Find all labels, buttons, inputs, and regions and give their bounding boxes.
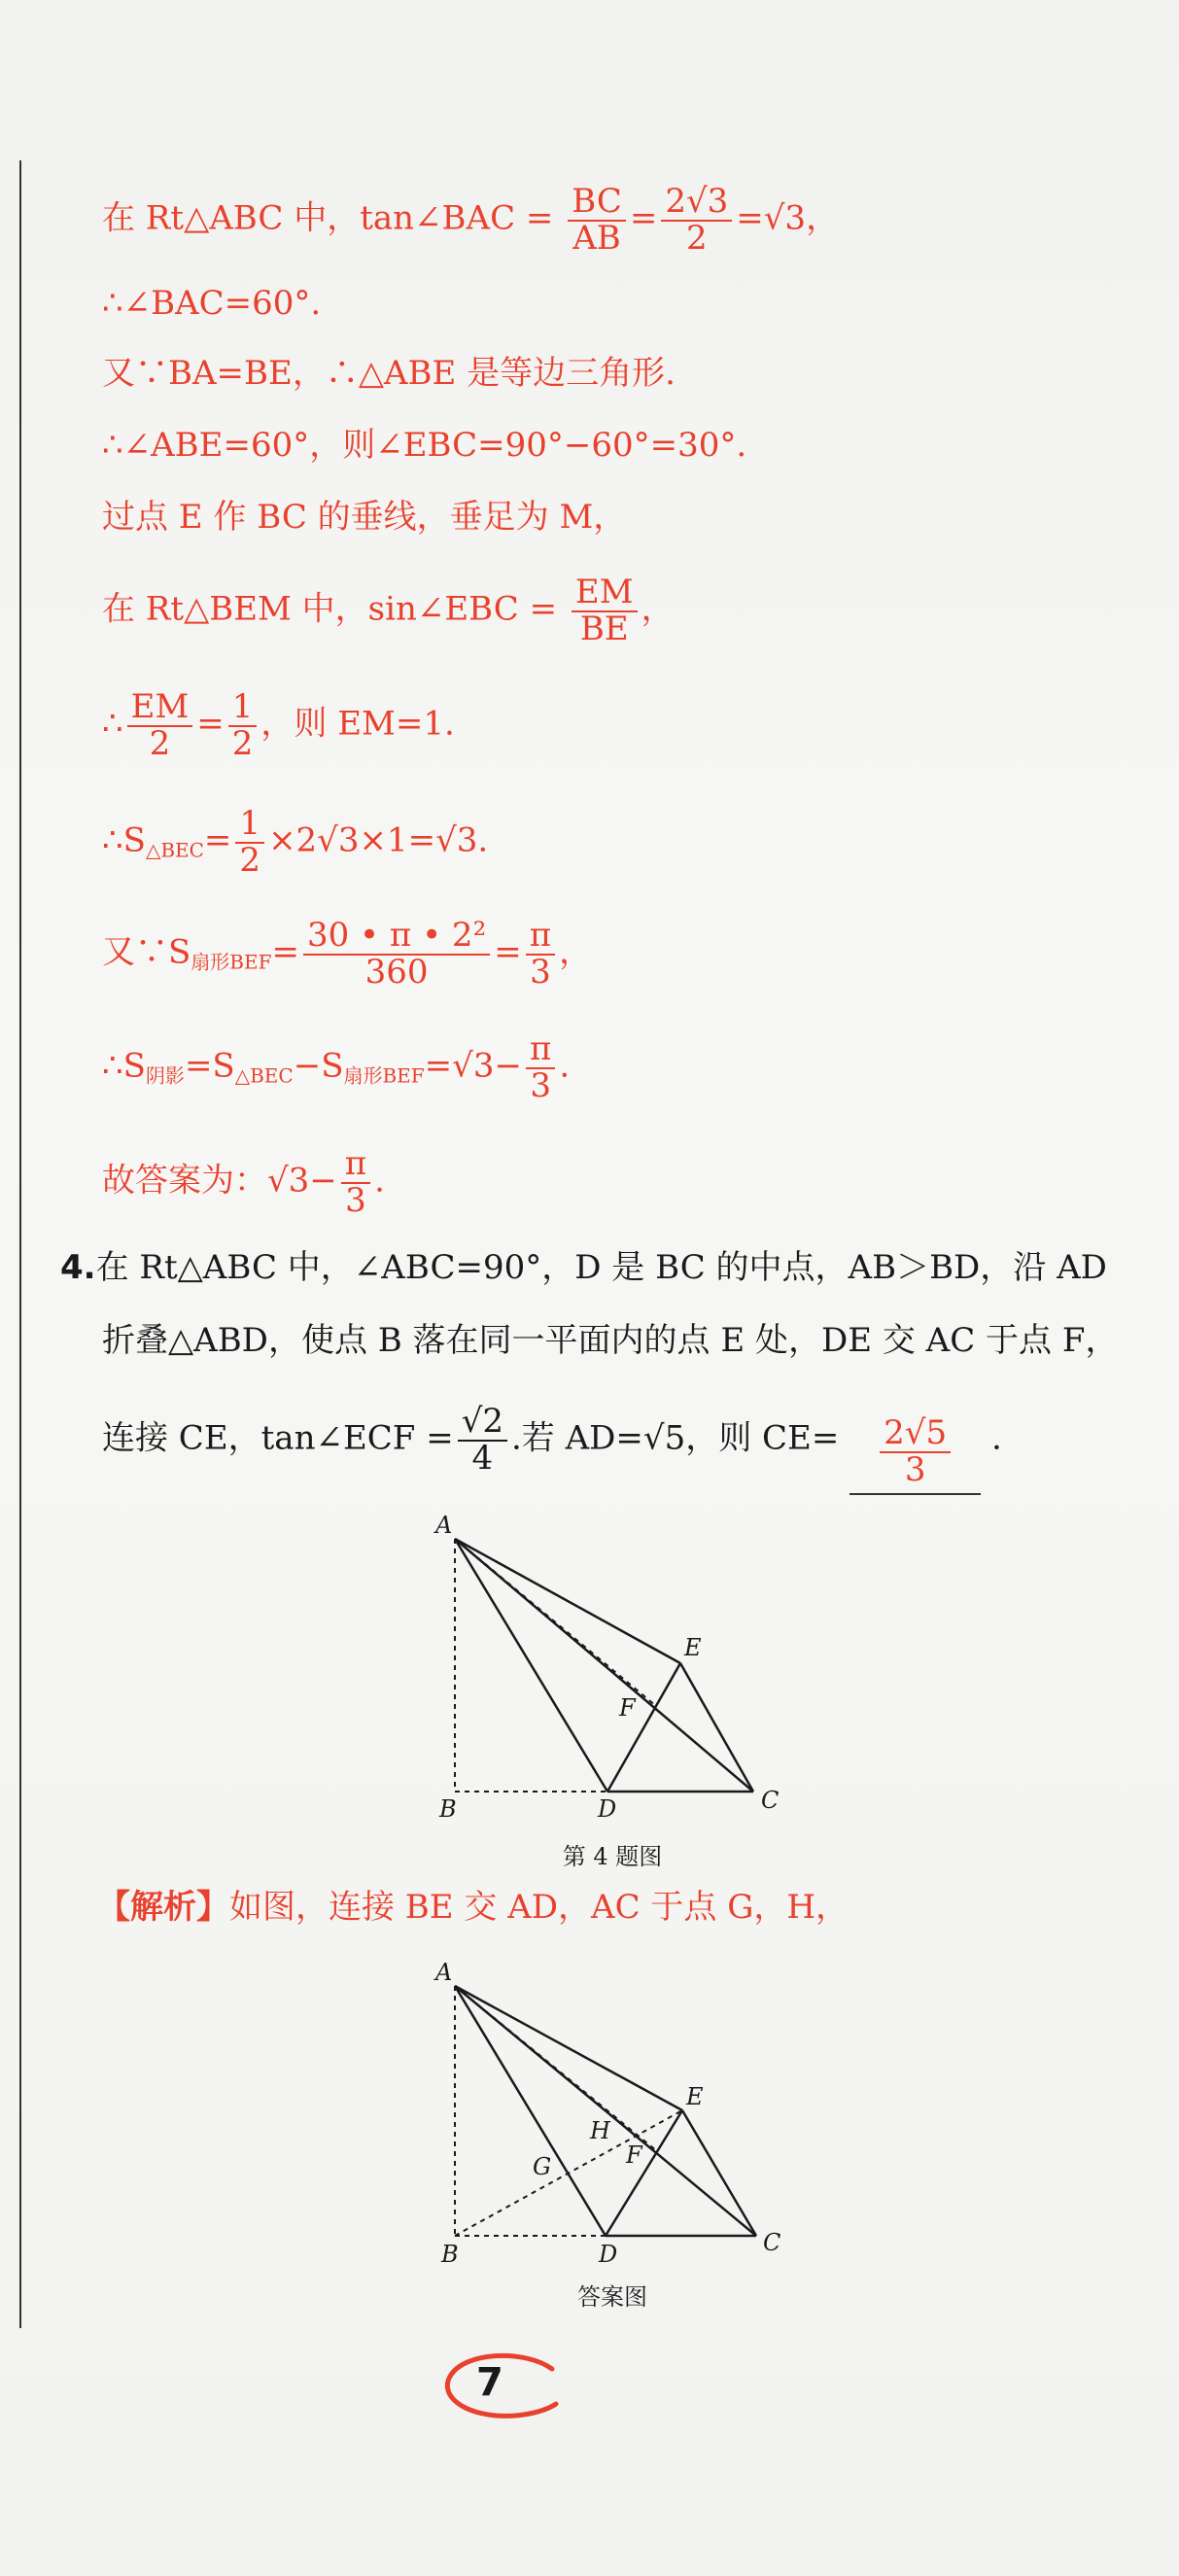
label-d: D	[599, 2241, 618, 2268]
segment-be-dashed	[455, 2110, 682, 2236]
fraction-1-2: $\frac{1}{2}$	[228, 690, 258, 761]
segment-ec	[680, 1663, 753, 1792]
segment-ae	[455, 1539, 680, 1663]
solution-line-4: ∴∠ABE=60°，则∠EBC=90°−60°=30°.	[102, 426, 747, 465]
label-e: E	[684, 1634, 702, 1661]
segment-ad	[455, 1986, 606, 2236]
page-number: 7	[476, 2360, 503, 2405]
label-f: F	[619, 1694, 636, 1722]
solution-line-2: ∴∠BAC=60°.	[102, 284, 322, 323]
solution-line-10: $\therefore S_{阴影}=S_{\triangle BEC}-S_{扇形BEF}=√3-$ $\frac{\pi}{3}$ .	[102, 1029, 571, 1105]
label-b: B	[439, 1795, 457, 1823]
figure2-caption: 答案图	[577, 2283, 647, 2311]
label-c: C	[763, 2229, 781, 2256]
fraction-em-2: $\frac{EM}{2}$	[127, 690, 193, 761]
solution-line-6: 在 Rt△BEM 中，sin∠EBC = $\frac{EM}{BE}$ ，	[102, 573, 675, 648]
fraction-pi-3: $\frac{\pi}{3}$	[526, 919, 555, 990]
margin-rule	[19, 160, 21, 2328]
label-a: A	[435, 1512, 453, 1539]
answer-blank: $\frac{2√5}{3}$	[850, 1416, 981, 1495]
solution-line-8: $\therefore S_{\triangle BEC}=$ $\frac{1}{2}$ ×2√3×1=√3.	[102, 804, 489, 880]
label-a: A	[435, 1959, 453, 1986]
figure1-caption: 第 4 题图	[562, 1843, 663, 1870]
fraction-bc-ab: $\frac{BC}{AB}$	[568, 185, 626, 256]
fraction-root2-4: $\frac{√2}{4}$	[458, 1405, 507, 1476]
label-f: F	[626, 2141, 642, 2169]
figure-answer	[428, 1949, 797, 2270]
figure-problem-4	[428, 1512, 797, 1823]
problem-line-1: 4.在 Rt△ABC 中，∠ABC=90°，D 是 BC 的中点，AB＞BD，沿 AD	[60, 1248, 1107, 1287]
segment-ae	[455, 1986, 682, 2110]
segment-af-dashed	[455, 1986, 657, 2151]
label-d: D	[598, 1795, 617, 1823]
label-g: G	[533, 2153, 552, 2180]
solution-line-5: 过点 E 作 BC 的垂线，垂足为 M，	[102, 498, 627, 537]
problem-line-3: 连接 CE，tan∠ECF = $\frac{√2}{4}$ .若 AD=√5，则 CE= $\frac{2√5}{3}$ .	[102, 1405, 1002, 1483]
solution-line-7: ∴ $\frac{EM}{2}$ = $\frac{1}{2}$ ，则 EM=1.	[102, 687, 455, 763]
solution-line-11: 故答案为：√3− $\frac{\pi}{3}$ .	[102, 1144, 385, 1220]
segment-af-dashed	[455, 1539, 656, 1706]
segment-ad	[455, 1539, 607, 1792]
solution-line-1: 在 Rt△ABC 中，tan∠BAC = $\frac{BC}{AB}$ = $\frac{2√3}{2}$ =√3，	[102, 182, 840, 258]
segment-ec	[682, 2110, 756, 2236]
fraction-2root3-2: $\frac{2√3}{2}$	[661, 185, 732, 256]
label-b: B	[441, 2241, 459, 2268]
analysis-line: 【解析】如图，连接 BE 交 AD，AC 于点 G，H，	[97, 1888, 850, 1927]
solution-line-9: 又$\because S_{扇形BEF}=$ $\frac{\text{30 • π • 2²}}{360}$ = $\frac{\pi}{3}$ ，	[102, 916, 593, 992]
segment-de	[606, 2110, 682, 2236]
label-h: H	[590, 2117, 610, 2144]
problem-line-2: 折叠△ABD，使点 B 落在同一平面内的点 E 处，DE 交 AC 于点 F，	[102, 1321, 1119, 1360]
label-c: C	[761, 1787, 780, 1814]
label-e: E	[686, 2083, 704, 2110]
fraction-sector: $\frac{\text{30 • π • 2²}}{360}$	[303, 919, 490, 990]
segment-de	[607, 1663, 680, 1792]
fraction-em-be: $\frac{EM}{BE}$	[572, 575, 638, 646]
solution-line-3: 又∵BA=BE，∴△ABE 是等边三角形.	[102, 354, 676, 393]
